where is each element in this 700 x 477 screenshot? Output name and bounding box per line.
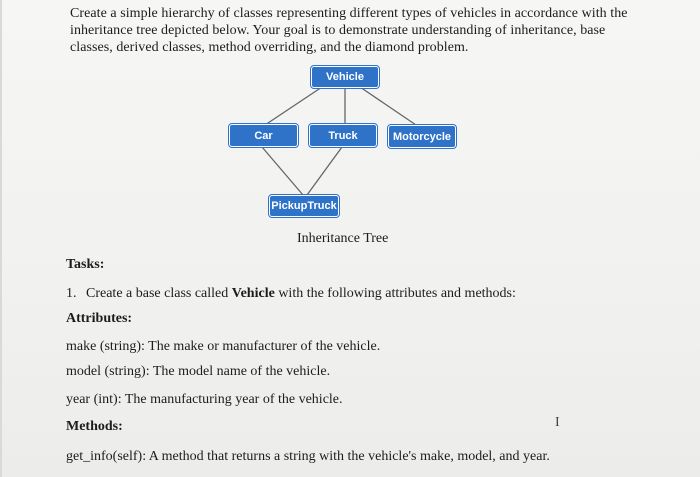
page-edge — [0, 0, 2, 477]
task-item-1 — [66, 286, 516, 302]
methods-heading: Methods: — [66, 419, 123, 434]
intro-paragraph: Create a simple hierarchy of classes representing different types of vehicles in accordance with the inheritance tree depicted below. Your goal is to demonstrate understanding of inheritance, base classes, derived classes, method overriding, and the diamond problem. — [70, 6, 628, 55]
task-item-1-post: with the following attributes and methods: — [274, 286, 516, 301]
node-pickup-truck: PickupTruck — [269, 195, 339, 217]
attributes-heading: Attributes: — [66, 311, 133, 326]
node-vehicle: Vehicle — [311, 66, 379, 88]
edge-car-pickup — [262, 147, 303, 195]
node-motorcycle: Motorcycle — [388, 125, 456, 148]
edge-vehicle-car — [265, 87, 322, 125]
tasks-heading: Tasks: — [66, 257, 105, 272]
text-cursor-icon: I — [555, 415, 560, 430]
attribute-make: make (string): The make or manufacturer of the vehicle. — [66, 339, 381, 354]
edge-vehicle-motorcycle — [360, 87, 416, 125]
task-item-1-number: 1. — [66, 286, 77, 301]
node-truck: Truck — [309, 124, 377, 147]
node-car: Car — [229, 124, 298, 147]
attribute-year: year (int): The manufacturing year of the vehicle. — [66, 392, 343, 407]
edge-truck-pickup — [307, 147, 342, 195]
method-get-info: get_info(self): A method that returns a string with the vehicle's make, model, and year. — [66, 449, 550, 464]
task-item-1-pre: Create a base class called — [86, 286, 232, 301]
diagram-caption: Inheritance Tree — [297, 231, 389, 246]
attribute-model: model (string): The model name of the vehicle. — [66, 364, 331, 379]
task-item-1-classname: Vehicle — [231, 286, 275, 301]
